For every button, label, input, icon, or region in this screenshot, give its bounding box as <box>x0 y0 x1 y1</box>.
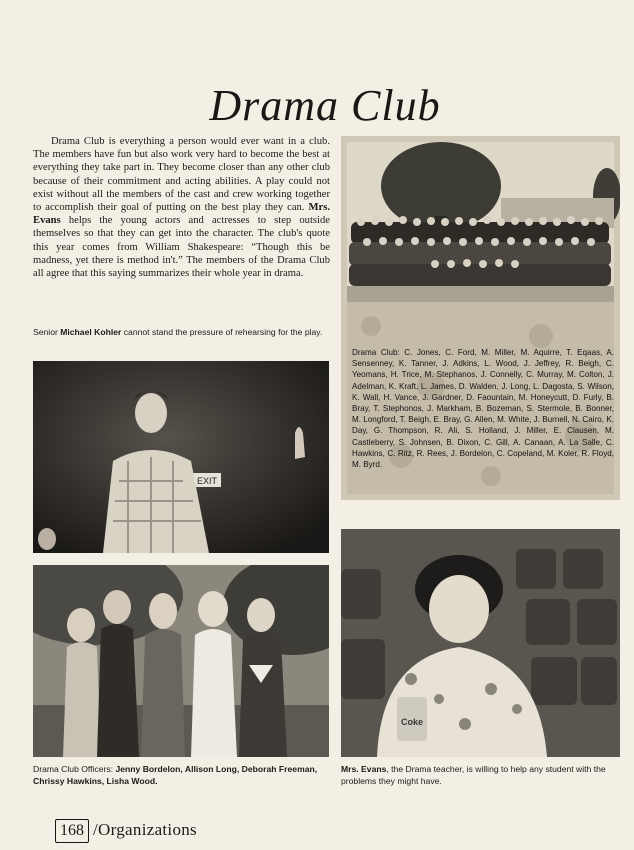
intro-text-2: helps the young actors and actresses to step outside themselves so that they can get into the character. The club's quote this year comes from William Shakespeare: “Though this be madness, yet there is method in't.” The members of the Drama Club all agree that this saying summarizes their whole year in drama. <box>33 215 330 280</box>
kohler-photo-art <box>33 361 329 553</box>
officers-photo <box>33 565 329 757</box>
officers-caption <box>33 764 330 787</box>
intro-paragraph <box>33 135 330 280</box>
evans-caption <box>341 764 626 787</box>
kohler-caption <box>33 327 330 338</box>
group-photo-caption: Drama Club: C. Jones, C. Ford, M. Miller, M. Aquirre, T. Eqaas, A. Sensenney, K. Tanner, J. Adkins, L. Wood, J. Jeffrey, R. Beigh, C. Yeomans, H. Trice, M. Stephanos, J. Connelly, C. Murray, M. Colton, J. Adelman, K. Kraft, L. James, D. Walden, J. Long, L. Dagosta, S. Wilson, K. Wall, H. Vance, J. Gardner, D. Faountain, M. Honeycutt, D. Furly, B. Bray, T. Stephonos, J. Markham, B. Bozeman, S. Stermole, B. Bonner, M. Longford, T. Beigh, E. Bray, G. Allen, M. White, J. Burnell, N. Cairo, K. Day, G. Thompson, R. Ali, S. Holland, J. Miller, E. Clausen, M. Castleberry, S. Johnsen, B. Dixon, C. Gill, A. Canaan, A. La Salle, C. Hawkins, C. Ritz, R. Rees, J. Bordelon, C. Copeland, M. Koler, R. Floyd, M. Byrd. <box>352 348 614 470</box>
kohler-caption-prefix: Senior <box>33 327 61 337</box>
evans-caption-name: Mrs. Evans <box>341 764 387 774</box>
kohler-caption-name: Michael Kohler <box>60 327 122 337</box>
evans-photo <box>341 529 620 757</box>
kohler-photo <box>33 361 329 553</box>
intro-text-1: Drama Club is everything a person would ever want in a club. The members have fun but also work very hard to become the best at everything they take part in. They become closer than any other club because of their commitment and acting abilities. A play could not exist without all the members of the cast and crew working together to accomplish their goal of putting on the best play they can. <box>33 136 330 214</box>
officers-caption-names: Jenny Bordelon, Allison Long, Deborah Freeman, Chrissy Hawkins, Lisha Wood. <box>33 764 318 786</box>
section-label: /Organizations <box>93 820 197 839</box>
officers-caption-prefix: Drama Club Officers: <box>33 764 116 774</box>
exit-sign-text: EXIT <box>196 476 218 486</box>
page-number: 168 <box>55 819 89 843</box>
cup-label-text: Coke <box>400 717 424 727</box>
evans-photo-art <box>341 529 620 757</box>
officers-photo-art <box>33 565 329 757</box>
evans-caption-text: , the Drama teacher, is willing to help any student with the problems they might have. <box>341 764 606 786</box>
intro-name: Mrs. Evans <box>33 202 330 227</box>
kohler-caption-text: cannot stand the pressure of rehearsing for the play. <box>121 327 323 337</box>
page-title: Drama Club <box>209 81 441 130</box>
